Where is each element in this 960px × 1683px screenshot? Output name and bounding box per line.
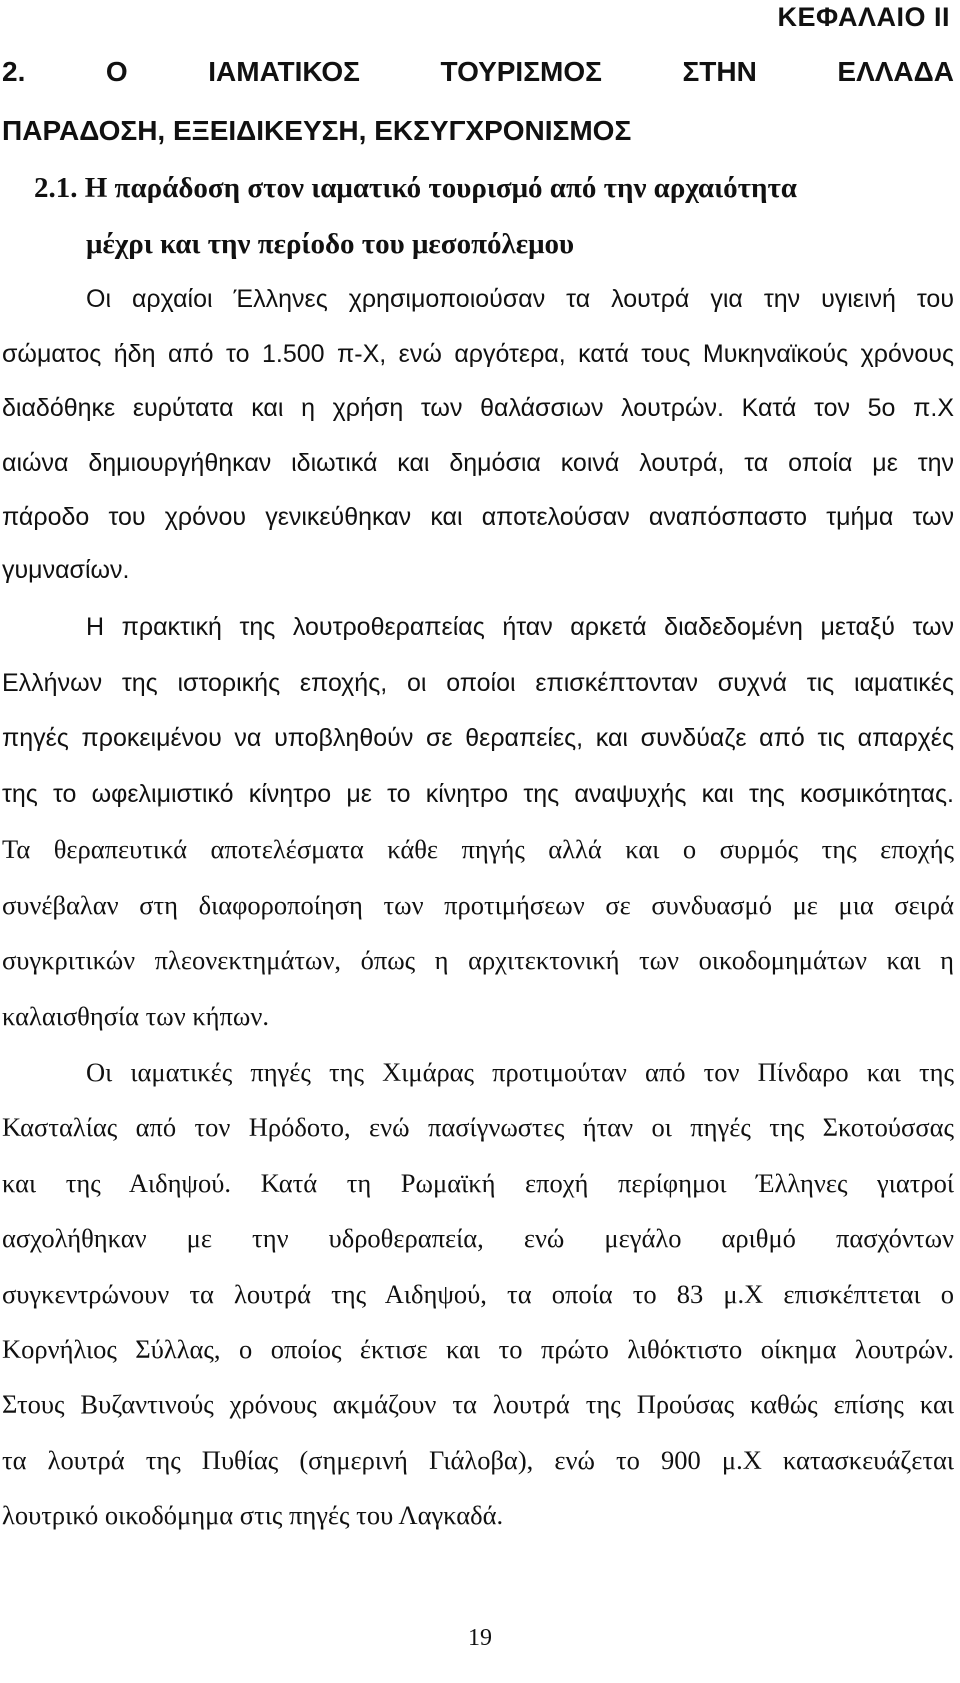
paragraph-2-line-1: Η πρακτική της λουτροθεραπείας ήταν αρκετά διαδεδομένη μεταξύ των: [86, 613, 954, 641]
paragraph-4-line-7: Στους Βυζαντινούς χρόνους ακμάζουν τα λουτρά της Προύσας καθώς επίσης και: [2, 1389, 954, 1419]
page-number: 19: [468, 1625, 492, 1651]
paragraph-4-line-8: τα λουτρά της Πυθίας (σημερινή Γιάλοβα), ενώ το 900 μ.Χ κατασκευάζεται: [2, 1445, 954, 1475]
paragraph-4-line-6: Κορνήλιος Σύλλας, ο οποίος έκτισε και το πρώτο λιθόκτιστο οίκημα λουτρών.: [2, 1334, 954, 1364]
paragraph-1-line-3: διαδόθηκε ευρύτατα και η χρήση των θαλάσσιων λουτρών. Κατά τον 5ο π.Χ: [2, 394, 954, 422]
paragraph-4-line-9: λουτρικό οικοδόμημα στις πηγές του Λαγκαδά.: [2, 1500, 504, 1530]
paragraph-1-line-5: πάροδο του χρόνου γενικεύθηκαν και αποτελούσαν αναπόσπαστο τμήμα των: [2, 503, 954, 531]
paragraph-2-line-2: Ελλήνων της ιστορικής εποχής, οι οποίοι επισκέπτονταν συχνά τις ιαματικές: [2, 669, 954, 697]
subsection-heading-line-2: μέχρι και την περίοδο του μεσοπόλεμου: [86, 228, 575, 260]
paragraph-1-line-6: γυμνασίων.: [2, 556, 130, 584]
paragraph-3-line-1: Τα θεραπευτικά αποτελέσματα κάθε πηγής αλλά και ο συρμός της εποχής: [2, 834, 954, 864]
paragraph-2-line-4: της το ωφελιμιστικό κίνητρο με το κίνητρο της αναψυχής και της κοσμικότητας.: [2, 780, 954, 808]
paragraph-3-line-3: συγκριτικών πλεονεκτημάτων, όπως η αρχιτεκτονική των οικοδομημάτων και η: [2, 945, 954, 975]
paragraph-4-line-1: Οι ιαματικές πηγές της Χιμάρας προτιμούταν από τον Πίνδαρο και της: [86, 1057, 954, 1087]
paragraph-3-line-4: καλαισθησία των κήπων.: [2, 1001, 269, 1031]
section-heading-line-1: 2. Ο ΙΑΜΑΤΙΚΟΣ ΤΟΥΡΙΣΜΟΣ ΣΤΗΝ ΕΛΛΑΔΑ: [2, 56, 954, 87]
paragraph-1-line-4: αιώνα δημιουργήθηκαν ιδιωτικά και δημόσια κοινά λουτρά, τα οποία με την: [2, 449, 954, 477]
paragraph-4-line-2: Κασταλίας από τον Ηρόδοτο, ενώ πασίγνωστες ήταν οι πηγές της Σκοτούσσας: [2, 1112, 954, 1142]
paragraph-2-line-3: πηγές προκειμένου να υποβληθούν σε θεραπείες, και συνδύαζε από τις απαρχές: [2, 724, 954, 752]
paragraph-4-line-3: και της Αιδηψού. Κατά τη Ρωμαϊκή εποχή περίφημοι Έλληνες γιατροί: [2, 1168, 954, 1198]
paragraph-1-line-2: σώματος ήδη από το 1.500 π-Χ, ενώ αργότερα, κατά τους Μυκηναϊκούς χρόνους: [2, 340, 954, 368]
paragraph-4-line-4: ασχολήθηκαν με την υδροθεραπεία, ενώ μεγάλο αριθμό πασχόντων: [2, 1223, 954, 1253]
subsection-heading-line-1: 2.1. Η παράδοση στον ιαματικό τουρισμό από την αρχαιότητα: [34, 172, 797, 204]
chapter-label: ΚΕΦΑΛΑΙΟ ΙΙ: [777, 2, 950, 32]
paragraph-3-line-2: συνέβαλαν στη διαφοροποίηση των προτιμήσεων σε συνδυασμό με μια σειρά: [2, 890, 954, 920]
paragraph-1-line-1: Οι αρχαίοι Έλληνες χρησιμοποιούσαν τα λουτρά για την υγιεινή του: [86, 285, 954, 313]
paragraph-4-line-5: συγκεντρώνουν τα λουτρά της Αιδηψού, τα οποία το 83 μ.Χ επισκέπτεται ο: [2, 1279, 954, 1309]
section-heading-line-2: ΠΑΡΑΔΟΣΗ, ΕΞΕΙΔΙΚΕΥΣΗ, ΕΚΣΥΓΧΡΟΝΙΣΜΟΣ: [2, 115, 632, 146]
